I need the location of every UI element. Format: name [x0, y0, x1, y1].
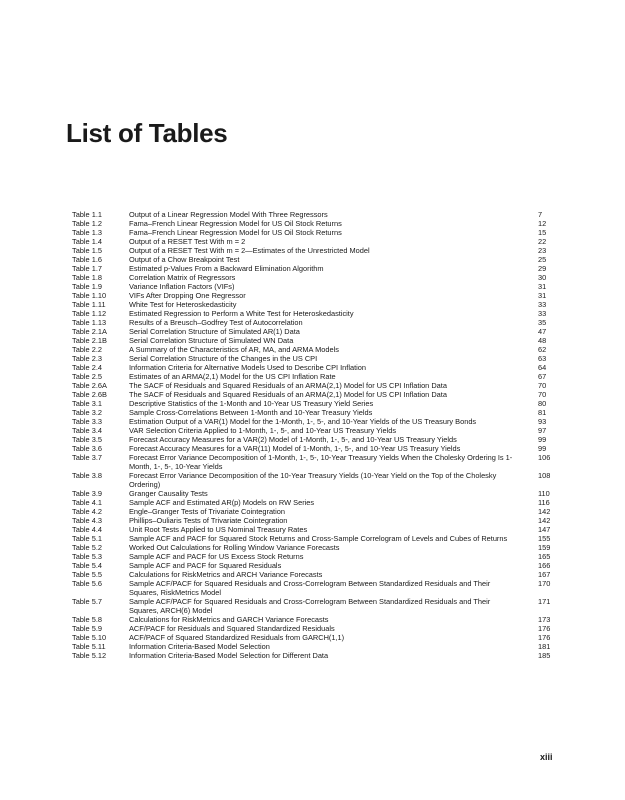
- table-number: Table 5.3: [72, 552, 102, 561]
- table-number: Table 2.1A: [72, 327, 107, 336]
- page-reference: 142: [538, 507, 551, 516]
- table-caption: The SACF of Residuals and Squared Residuals of an ARMA(2,1) Model for US CPI Inflation Data: [129, 390, 447, 399]
- toc-entry[interactable]: [72, 327, 560, 336]
- table-caption: Sample ACF and PACF for US Excess Stock Returns: [129, 552, 304, 561]
- page-reference: 81: [538, 408, 547, 417]
- table-caption: Output of a Chow Breakpoint Test: [129, 255, 240, 264]
- page-reference: 173: [538, 615, 551, 624]
- table-number: Table 3.9: [72, 489, 102, 498]
- table-caption: Forecast Accuracy Measures for a VAR(2) Model of 1-Month, 1-, 5-, and 10-Year US Treasury Yields: [129, 435, 457, 444]
- page-reference: 167: [538, 570, 551, 579]
- table-number: Table 5.7: [72, 597, 102, 606]
- toc-entry[interactable]: [72, 318, 560, 327]
- toc-entry[interactable]: [72, 471, 560, 489]
- toc-entry[interactable]: [72, 345, 560, 354]
- table-number: Table 4.4: [72, 525, 102, 534]
- page-reference: 70: [538, 390, 547, 399]
- table-caption: Output of a Linear Regression Model With Three Regressors: [129, 210, 328, 219]
- toc-entry[interactable]: [72, 579, 560, 597]
- table-number: Table 3.7: [72, 453, 102, 462]
- page-reference: 29: [538, 264, 547, 273]
- table-number: Table 1.6: [72, 255, 102, 264]
- table-number: Table 5.11: [72, 642, 106, 651]
- toc-entry[interactable]: [72, 291, 560, 300]
- page-reference: 185: [538, 651, 551, 660]
- table-caption: Estimated p-Values From a Backward Elimination Algorithm: [129, 264, 324, 273]
- table-caption: A Summary of the Characteristics of AR, MA, and ARMA Models: [129, 345, 339, 354]
- page-reference: 176: [538, 633, 551, 642]
- table-number: Table 1.11: [72, 300, 106, 309]
- table-number: Table 2.2: [72, 345, 102, 354]
- page-reference: 155: [538, 534, 551, 543]
- page-reference: 99: [538, 444, 547, 453]
- toc-entry[interactable]: [72, 300, 560, 309]
- page-title: List of Tables: [66, 118, 228, 148]
- table-number: Table 2.3: [72, 354, 102, 363]
- page-reference: 62: [538, 345, 547, 354]
- toc-entry[interactable]: [72, 210, 560, 219]
- page-reference: 80: [538, 399, 547, 408]
- table-caption: Unit Root Tests Applied to US Nominal Treasury Rates: [129, 525, 308, 534]
- table-caption: Forecast Error Variance Decomposition of 1-Month, 1-, 5-, 10-Year Treasury Yields When the Cholesky Ordering Is 1-Month, 1-, 5-, 10-Year Yields: [129, 453, 513, 471]
- table-caption: Granger Causality Tests: [129, 489, 208, 498]
- table-caption: Information Criteria for Alternative Models Used to Describe CPI Inflation: [129, 363, 367, 372]
- table-caption: Sample ACF and PACF for Squared Stock Returns and Cross-Sample Correlogram of Levels and Cubes of Returns: [129, 534, 508, 543]
- table-caption: Forecast Accuracy Measures for a VAR(11) Model of 1-Month, 1-, 5-, and 10-Year US Treasury Yields: [129, 444, 461, 453]
- table-number: Table 5.9: [72, 624, 102, 633]
- table-caption: Output of a RESET Test With m = 2—Estimates of the Unrestricted Model: [129, 246, 370, 255]
- table-number: Table 3.3: [72, 417, 102, 426]
- table-caption: Sample ACF and PACF for Squared Residuals: [129, 561, 282, 570]
- page-reference: 176: [538, 624, 551, 633]
- page-reference: 30: [538, 273, 547, 282]
- table-number: Table 5.4: [72, 561, 102, 570]
- table-number: Table 3.5: [72, 435, 102, 444]
- page-reference: 31: [538, 282, 547, 291]
- page-reference: 7: [538, 210, 543, 219]
- page-reference: 47: [538, 327, 547, 336]
- toc-entry[interactable]: [72, 534, 560, 543]
- toc-entry[interactable]: [72, 498, 560, 507]
- page-reference: 23: [538, 246, 547, 255]
- toc-entry[interactable]: [72, 426, 560, 435]
- table-number: Table 1.12: [72, 309, 107, 318]
- toc-entry[interactable]: [72, 246, 560, 255]
- page-reference: 93: [538, 417, 547, 426]
- table-number: Table 4.2: [72, 507, 102, 516]
- table-number: Table 5.8: [72, 615, 102, 624]
- toc-entry[interactable]: [72, 372, 560, 381]
- table-caption: Sample ACF/PACF for Squared Residuals and Cross-Correlogram Between Standardized Residuals and Their Squares, ARCH(6) Model: [129, 597, 491, 615]
- table-number: Table 2.6B: [72, 390, 107, 399]
- toc-entry[interactable]: [72, 363, 560, 372]
- table-number: Table 5.10: [72, 633, 107, 642]
- table-number: Table 1.2: [72, 219, 102, 228]
- toc-entry[interactable]: [72, 273, 560, 282]
- page-reference: 35: [538, 318, 547, 327]
- table-caption: VIFs After Dropping One Regressor: [129, 291, 246, 300]
- page-reference: 12: [538, 219, 547, 228]
- table-caption: VAR Selection Criteria Applied to 1-Month, 1-, 5-, and 10-Year US Treasury Yields: [129, 426, 397, 435]
- table-caption: Information Criteria-Based Model Selection for Different Data: [129, 651, 329, 660]
- toc-entry[interactable]: [72, 651, 560, 660]
- page-reference: 166: [538, 561, 551, 570]
- table-number: Table 5.1: [72, 534, 102, 543]
- toc-entry[interactable]: [72, 264, 560, 273]
- table-number: Table 2.1B: [72, 336, 107, 345]
- table-caption: The SACF of Residuals and Squared Residuals of an ARMA(2,1) Model for US CPI Inflation Data: [129, 381, 447, 390]
- table-number: Table 1.3: [72, 228, 102, 237]
- page-reference: 15: [538, 228, 547, 237]
- table-caption: Sample ACF/PACF for Squared Residuals and Cross-Correlogram Between Standardized Residuals and Their Squares, RiskMetrics Model: [129, 579, 491, 597]
- table-caption: Results of a Breusch–Godfrey Test of Autocorrelation: [129, 318, 303, 327]
- table-number: Table 2.4: [72, 363, 102, 372]
- table-number: Table 1.8: [72, 273, 102, 282]
- table-caption: Worked Out Calculations for Rolling Window Variance Forecasts: [129, 543, 340, 552]
- toc-entry[interactable]: [72, 615, 560, 624]
- page-reference: 108: [538, 471, 551, 480]
- toc-entry[interactable]: [72, 570, 560, 579]
- table-caption: Calculations for RiskMetrics and ARCH Variance Forecasts: [129, 570, 323, 579]
- page-reference: 22: [538, 237, 547, 246]
- table-number: Table 1.10: [72, 291, 107, 300]
- table-caption: Estimation Output of a VAR(1) Model for the 1-Month, 1-, 5-, and 10-Year Yields of the US Treasury Bonds: [129, 417, 477, 426]
- table-caption: Descriptive Statistics of the 1-Month and 10-Year US Treasury Yield Series: [129, 399, 374, 408]
- toc-entry[interactable]: [72, 552, 560, 561]
- page-reference: 70: [538, 381, 547, 390]
- table-number: Table 1.13: [72, 318, 107, 327]
- toc-entry[interactable]: [72, 507, 560, 516]
- table-number: Table 3.8: [72, 471, 102, 480]
- toc-entry[interactable]: [72, 624, 560, 633]
- table-caption: Estimated Regression to Perform a White Test for Heteroskedasticity: [129, 309, 354, 318]
- table-number: Table 1.9: [72, 282, 102, 291]
- table-caption: Sample ACF and Estimated AR(p) Models on RW Series: [129, 498, 315, 507]
- page-number: xiii: [540, 752, 553, 762]
- table-caption: Estimates of an ARMA(2,1) Model for the US CPI Inflation Rate: [129, 372, 336, 381]
- table-caption: Serial Correlation Structure of Simulated AR(1) Data: [129, 327, 300, 336]
- table-number: Table 2.5: [72, 372, 102, 381]
- list-of-tables: [72, 210, 560, 660]
- table-number: Table 5.12: [72, 651, 107, 660]
- toc-entry[interactable]: [72, 516, 560, 525]
- toc-entry[interactable]: [72, 633, 560, 642]
- table-number: Table 5.2: [72, 543, 102, 552]
- table-caption: ACF/PACF of Squared Standardized Residuals from GARCH(1,1): [129, 633, 345, 642]
- table-number: Table 4.3: [72, 516, 102, 525]
- toc-entry[interactable]: [72, 561, 560, 570]
- toc-entry[interactable]: [72, 336, 560, 345]
- page-reference: 31: [538, 291, 547, 300]
- toc-entry[interactable]: [72, 408, 560, 417]
- table-caption: Sample Cross-Correlations Between 1-Month and 10-Year Treasury Yields: [129, 408, 373, 417]
- table-number: Table 3.4: [72, 426, 102, 435]
- page-reference: 64: [538, 363, 547, 372]
- table-caption: Information Criteria-Based Model Selection: [129, 642, 270, 651]
- toc-entry[interactable]: [72, 354, 560, 363]
- table-caption: White Test for Heteroskedasticity: [129, 300, 237, 309]
- table-caption: Phillips–Ouliaris Tests of Trivariate Cointegration: [129, 516, 288, 525]
- toc-entry[interactable]: [72, 453, 560, 471]
- toc-entry[interactable]: [72, 597, 560, 615]
- table-caption: Calculations for RiskMetrics and GARCH Variance Forecasts: [129, 615, 329, 624]
- table-caption: Variance Inflation Factors (VIFs): [129, 282, 235, 291]
- table-number: Table 1.4: [72, 237, 102, 246]
- page-reference: 165: [538, 552, 551, 561]
- toc-entry[interactable]: [72, 282, 560, 291]
- toc-entry[interactable]: [72, 525, 560, 534]
- table-number: Table 3.2: [72, 408, 102, 417]
- page-reference: 142: [538, 516, 551, 525]
- toc-entry[interactable]: [72, 309, 560, 318]
- table-caption: ACF/PACF for Residuals and Squared Standardized Residuals: [129, 624, 335, 633]
- page-reference: 97: [538, 426, 547, 435]
- table-caption: Engle–Granger Tests of Trivariate Cointegration: [129, 507, 285, 516]
- table-number: Table 3.6: [72, 444, 102, 453]
- page-reference: 159: [538, 543, 551, 552]
- toc-entry[interactable]: [72, 417, 560, 426]
- toc-entry[interactable]: [72, 381, 560, 390]
- page-reference: 147: [538, 525, 551, 534]
- page-reference: 25: [538, 255, 547, 264]
- table-caption: Output of a RESET Test With m = 2: [129, 237, 246, 246]
- table-caption: Forecast Error Variance Decomposition of the 10-Year Treasury Yields (10-Year Yield on the Top of the Cholesky Ordering): [129, 471, 497, 489]
- table-caption: Correlation Matrix of Regressors: [129, 273, 236, 282]
- page-reference: 181: [538, 642, 551, 651]
- table-caption: Fama–French Linear Regression Model for US Oil Stock Returns: [129, 228, 342, 237]
- page-reference: 33: [538, 309, 547, 318]
- page-reference: 116: [538, 498, 550, 507]
- table-number: Table 4.1: [72, 498, 102, 507]
- toc-entry[interactable]: [72, 444, 560, 453]
- toc-entry[interactable]: [72, 237, 560, 246]
- toc-entry[interactable]: [72, 399, 560, 408]
- table-number: Table 1.5: [72, 246, 102, 255]
- page-reference: 171: [538, 597, 551, 606]
- toc-entry[interactable]: [72, 489, 560, 498]
- table-number: Table 5.5: [72, 570, 102, 579]
- page-reference: 67: [538, 372, 547, 381]
- table-number: Table 1.1: [72, 210, 102, 219]
- table-caption: Serial Correlation Structure of the Changes in the US CPI: [129, 354, 318, 363]
- toc-entry[interactable]: [72, 228, 560, 237]
- page-reference: 33: [538, 300, 547, 309]
- toc-entry[interactable]: [72, 390, 560, 399]
- table-number: Table 2.6A: [72, 381, 107, 390]
- toc-entry[interactable]: [72, 255, 560, 264]
- page-reference: 99: [538, 435, 547, 444]
- toc-entry[interactable]: [72, 435, 560, 444]
- table-caption: Fama–French Linear Regression Model for US Oil Stock Returns: [129, 219, 342, 228]
- toc-entry[interactable]: [72, 642, 560, 651]
- page-reference: 110: [538, 489, 550, 498]
- page-reference: 63: [538, 354, 547, 363]
- page-reference: 48: [538, 336, 547, 345]
- page-reference: 106: [538, 453, 551, 462]
- table-number: Table 3.1: [72, 399, 102, 408]
- table-number: Table 5.6: [72, 579, 102, 588]
- page-reference: 170: [538, 579, 551, 588]
- toc-entry[interactable]: [72, 219, 560, 228]
- table-caption: Serial Correlation Structure of Simulated WN Data: [129, 336, 294, 345]
- toc-entry[interactable]: [72, 543, 560, 552]
- table-number: Table 1.7: [72, 264, 102, 273]
